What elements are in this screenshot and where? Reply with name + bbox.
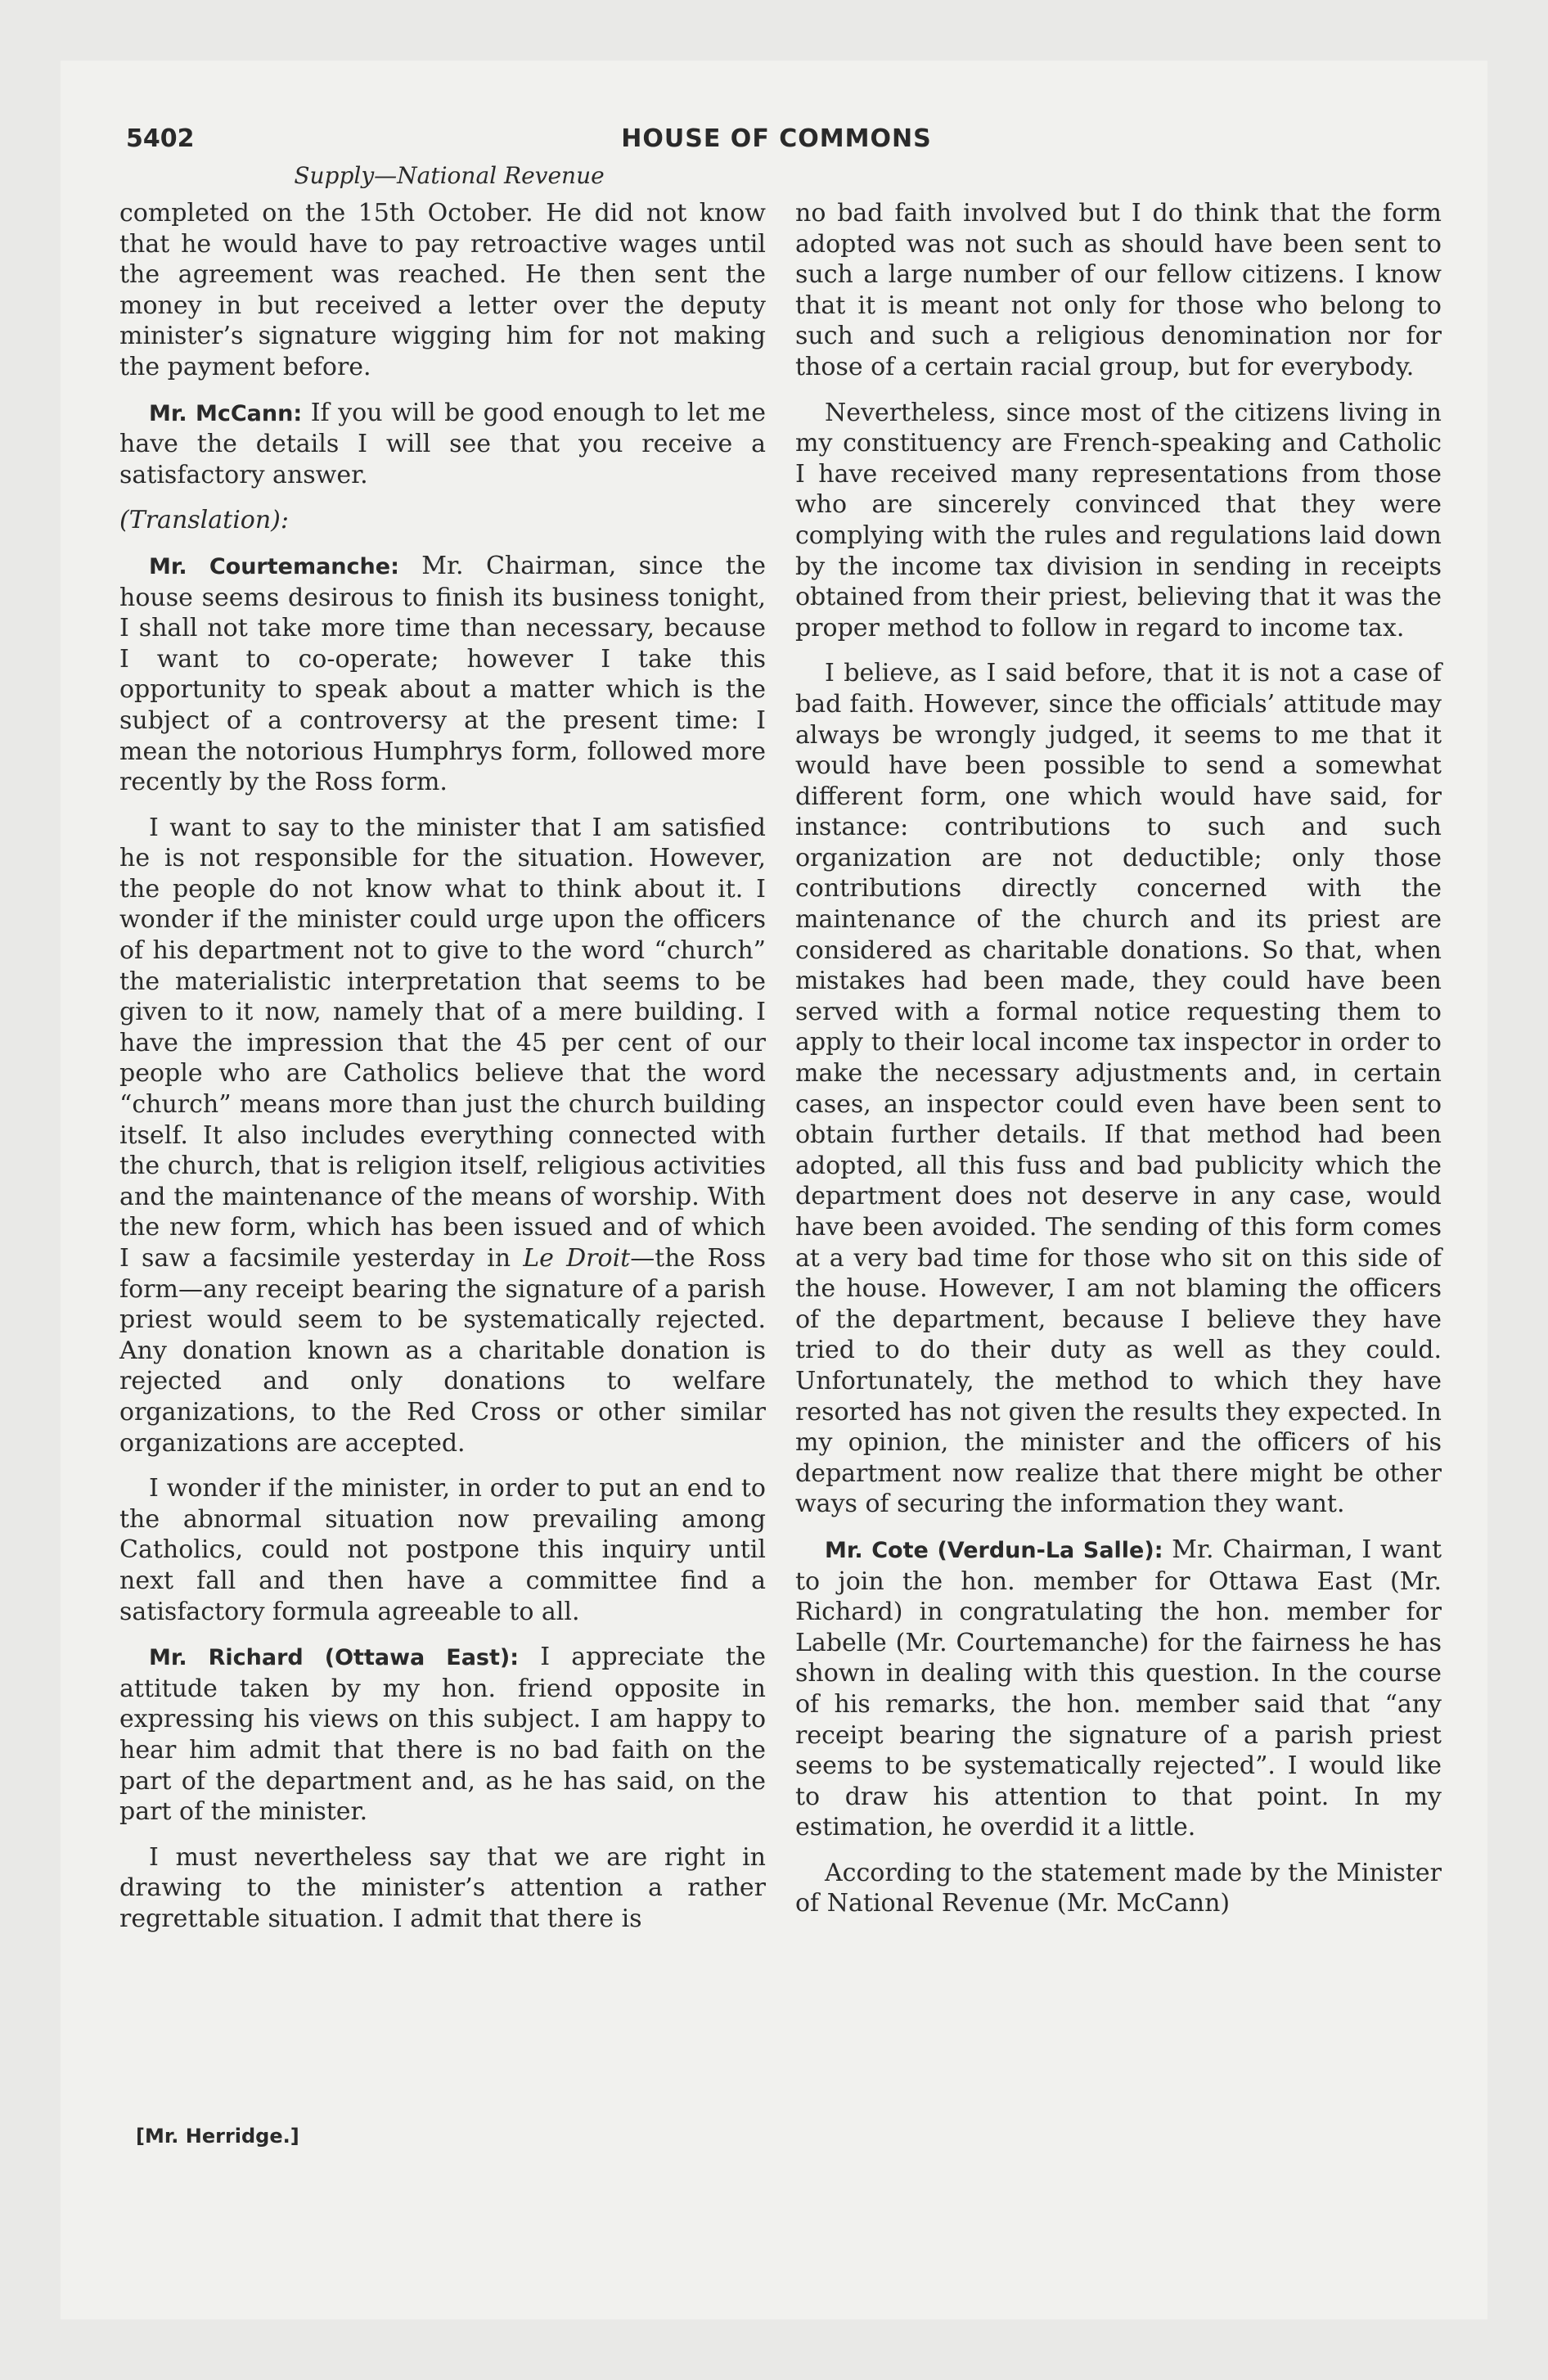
speaker-name: Mr. Richard (Ottawa East): <box>149 1645 520 1671</box>
speech-text: I appreciate the attitude taken by my hon. friend opposite in expressing his views on this subject. I am happy to hear him admit that there is no bad faith on the part of the department and, as he has said, on the part of the minister. <box>119 1643 766 1827</box>
speech-text: I want to say to the minister that I am satisfied he is not responsible for the situation. However, the people do not know what to think about it. I wonder if the minister could urge upon the officers of his department not to give to the word “church” the materialistic interpretation that seems to be given to it now, namely that of a mere building. I have the impression that the 45 per cent of our people who are Catholics believe that the word “church” means more than just the church building itself. It also includes everything connected with the church, that is religion itself, religious activities and the maintenance of the means of worship. With the new form, which has been issued and of which I saw a facsimile yesterday in <box>119 813 766 1273</box>
paragraph <box>795 1535 1442 1843</box>
speech-text: If you will be good enough to let me have the details I will see that you receive a satisfactory answer. <box>119 398 766 489</box>
speech-text: —the Ross form—any receipt bearing the signature of a parish priest would seem to be systematically rejected. Any donation known as a charitable donation is rejected and only donations to welfare organizations, to the Red Cross or other similar organizations are accepted. <box>119 1244 766 1458</box>
page-number: 5402 <box>126 124 195 153</box>
section-subtitle: Supply—National Revenue <box>294 162 605 189</box>
page-footer: [Mr. Herridge.] <box>136 2125 299 2148</box>
paragraph: I believe, as I said before, that it is not a case of bad faith. However, since the officials’ attitude may always be wrongly judged, it seems to me that it would have been possible to send a somewhat different form, one which would have said, for instance: contributions to such and such organization are not deductible; only those contributions directly concerned with the maintenance of the church and its priest are considered as charitable donations. So that, when mistakes had been made, they could have been served with a formal notice requesting them to apply to their local income tax inspector in order to make the necessary adjustments and, in certain cases, an inspector could even have been sent to obtain further details. If that method had been adopted, all this fuss and bad publicity which the department does not deserve in any case, would have been avoided. The sending of this form comes at a very bad time for those who sit on this side of the house. However, I am not blaming the officers of the department, because I believe they have tried to do their duty as well as they could. Unfortunately, the method to which they have resorted has not given the results they expected. In my opinion, the minister and the officers of his department now realize that there might be other ways of securing the information they want. <box>795 659 1442 1519</box>
paragraph: no bad faith involved but I do think that the form adopted was not such as should have been sent to such a large number of our fellow citizens. I know that it is meant not only for those who belong to such and such a religious denomination nor for those of a certain racial group, but for everybody. <box>795 199 1442 381</box>
speaker-name: Mr. McCann: <box>149 400 303 426</box>
right-column <box>795 198 1442 1934</box>
paragraph: Nevertheless, since most of the citizens living in my constituency are French-speaking and Catholic I have received many representations from those who are sincerely convinced that they were complying with the rules and regulations laid down by the income tax division in sending in receipts obtained from their priest, believing that it was the proper method to follow in regard to income tax. <box>795 398 1442 642</box>
speech-text: Mr. Chairman, since the house seems desirous to finish its business tonight, I shall not take more time than necessary, because I want to co-operate; however I take this opportunity to speak about a matter which is the subject of a controversy at the present time: I mean the notorious Humphrys form, followed more recently by the Ross form. <box>119 551 766 797</box>
document-page <box>61 61 1487 2319</box>
speaker-name: Mr. Courtemanche: <box>149 553 399 579</box>
publication-title: Le Droit <box>523 1244 631 1273</box>
paragraph <box>119 398 766 491</box>
translation-note: (Translation): <box>119 506 289 535</box>
paragraph: According to the statement made by the Minister of National Revenue (Mr. McCann) <box>795 1858 1442 1918</box>
left-column <box>119 198 766 1949</box>
running-title: HOUSE OF COMMONS <box>621 124 932 153</box>
paragraph: I wonder if the minister, in order to put an end to the abnormal situation now prevailing among Catholics, could not postpone this inquiry until next fall and then have a committee find a satisfactory formula agreeable to all. <box>119 1474 766 1626</box>
speaker-name: Mr. Cote (Verdun-La Salle): <box>825 1537 1163 1563</box>
paragraph: I must nevertheless say that we are right in drawing to the minister’s attention a rather regrettable situation. I admit that there is <box>119 1842 766 1933</box>
paragraph <box>119 813 766 1458</box>
paragraph: completed on the 15th October. He did not know that he would have to pay retroactive wages until the agreement was reached. He then sent the money in but received a letter over the deputy minister’s signature wigging him for not making the payment before. <box>119 199 766 381</box>
page-header <box>126 124 1427 165</box>
paragraph <box>119 1642 766 1828</box>
paragraph <box>119 551 766 798</box>
speech-text: Mr. Chairman, I want to join the hon. member for Ottawa East (Mr. Richard) in congratulating the hon. member for Labelle (Mr. Courtemanche) for the fairness he has shown in dealing with this question. In the course of his remarks, the hon. member said that “any receipt bearing the signature of a parish priest seems to be systematically rejected”. I would like to draw his attention to that point. In my estimation, he overdid it a little. <box>795 1535 1442 1842</box>
